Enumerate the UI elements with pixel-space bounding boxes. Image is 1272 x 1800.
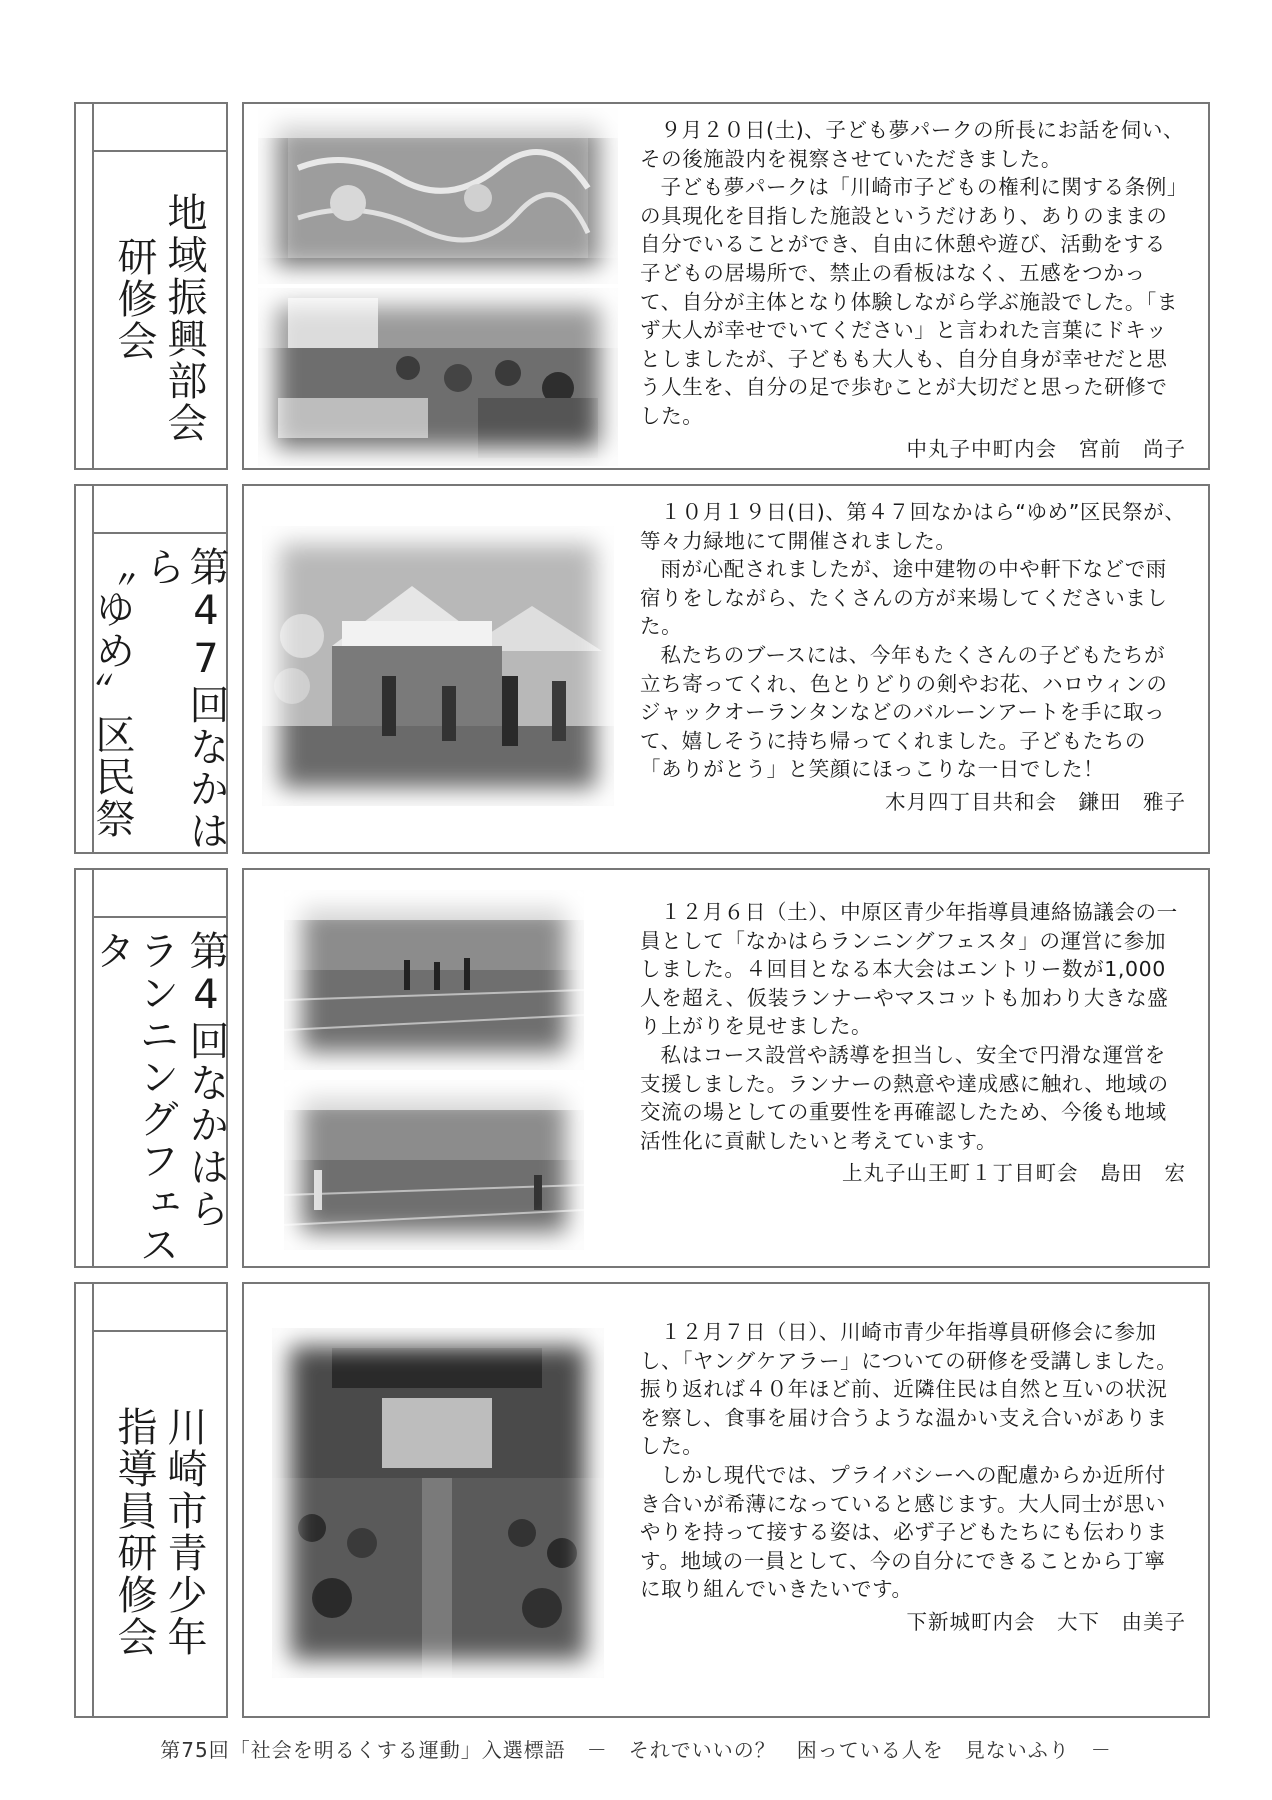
photo-meeting <box>258 288 618 466</box>
heading-column <box>74 484 228 854</box>
author-signature: 木月四丁目共和会 鎌田 雅子 <box>885 789 1186 814</box>
paragraph: １２月６日（土）、中原区青少年指導員連絡協議会の一員として「なかはらランニングフェスタ」の運営に参加しました。４回目となる本大会はエントリー数が1,000人を超え、仮装ランナーやマスコットも加わり大きな盛り上がりを見せました。 <box>640 900 1178 1039</box>
heading-line-1: 川崎市青少年 <box>161 1406 207 1658</box>
author-signature: 中丸子中町内会 宮前 尚子 <box>906 436 1186 461</box>
heading-column <box>74 868 228 1268</box>
content-box <box>242 868 1210 1268</box>
heading-line-1: 第4回なかはら <box>183 930 229 1230</box>
article-text <box>640 898 1186 1188</box>
paragraph: しかし現代では、プライバシーへの配慮からか近所付き合いが希薄になっていると感じます。大人同士が思いやりを持って接する姿は、必ず子どもたちにも伝わります。地域の一員として、今の自分にできることから丁寧に取り組んでいきたいです。 <box>640 1462 1168 1602</box>
article-section-2 <box>74 484 1210 854</box>
photo-stadium-track <box>284 1080 584 1250</box>
heading-line-1: 第47回なかはら <box>139 546 229 852</box>
paragraph: 雨が心配されましたが、途中建物の中や軒下などで雨宿りをしながら、たくさんの方が来場してくださいました。 <box>640 557 1168 639</box>
paragraph: 子ども夢パークは「川崎市子どもの権利に関する条例」の具現化を目指した施設というだけあり、ありのままの自分でいることができ、自由に休憩や遊び、活動をする子どもの居場所で、禁止の看板はなく、五感をつかって、自分が主体となり体験しながら学ぶ施設でした。「まず大人が幸せでいてください」と言われた言葉にドキッとしましたが、子どもも大人も、自分自身が幸せだと思う人生を、自分の足で歩むことが大切だと思った研修でした。 <box>640 175 1178 428</box>
paragraph: １２月７日（日）、川崎市青少年指導員研修会に参加し、「ヤングケアラー」についての研修を受講しました。振り返れば４０年ほど前、近隣住民は自然と互いの状況を察し、食事を届け合うような温かい支え合いがありました。 <box>640 1320 1178 1459</box>
paragraph: １０月１９日(日)、第４７回なかはら“ゆめ”区民祭が、等々力緑地にて開催されました。 <box>640 500 1186 553</box>
paragraph: 私はコース設営や誘導を担当し、安全で円滑な運営を支援しました。ランナーの熱意や達成感に触れ、地域の交流の場としての重要性を再確認したため、今後も地域活性化に貢献したいと考えています。 <box>640 1042 1169 1153</box>
author-signature: 上丸子山王町１丁目町会 島田 宏 <box>842 1161 1186 1186</box>
article-section-4 <box>74 1282 1210 1718</box>
section-heading <box>89 916 229 1266</box>
content-box <box>242 102 1210 470</box>
photo-lecture-hall <box>272 1328 604 1678</box>
footer-slogan: 第75回「社会を明るくする運動」入選標語 － それでいいの？ 困っている人を 見ないふり － <box>160 1738 1112 1762</box>
article-text <box>640 116 1186 463</box>
section-heading <box>92 150 226 468</box>
section-heading <box>92 1330 226 1716</box>
section-heading <box>89 532 229 852</box>
heading-line-2: 〝ゆめ〟区民祭 <box>89 546 135 840</box>
article-text <box>640 498 1186 817</box>
content-box <box>242 1282 1210 1718</box>
heading-column <box>74 1282 228 1718</box>
article-section-1 <box>74 102 1210 470</box>
photo-festival-booth <box>262 526 614 806</box>
author-signature: 下新城町内会 大下 由美子 <box>906 1609 1186 1634</box>
heading-column <box>74 102 228 470</box>
heading-line-2: 指導員研修会 <box>111 1406 157 1658</box>
paragraph: 私たちのブースには、今年もたくさんの子どもたちが立ち寄ってくれ、色とりどりの剣やお花、ハロウィンのジャックオーランタンなどのバルーンアートを手に取って、嬉しそうに持ち帰ってくれました。子どもたちの「ありがとう」と笑顔にほっこりな一日でした！ <box>640 642 1168 782</box>
content-box <box>242 484 1210 854</box>
paragraph: ９月２０日(土)、子ども夢パークの所長にお話を伺い、その後施設内を視察させていただきました。 <box>640 118 1185 171</box>
photo-mural <box>258 108 618 284</box>
photo-stadium-start <box>284 890 584 1070</box>
article-section-3 <box>74 868 1210 1268</box>
heading-line-2: ランニングフェスタ <box>89 930 179 1266</box>
article-text <box>640 1318 1186 1637</box>
heading-line-1: 地域振興部会 <box>161 192 207 444</box>
heading-line-2: 研修会 <box>111 236 157 362</box>
